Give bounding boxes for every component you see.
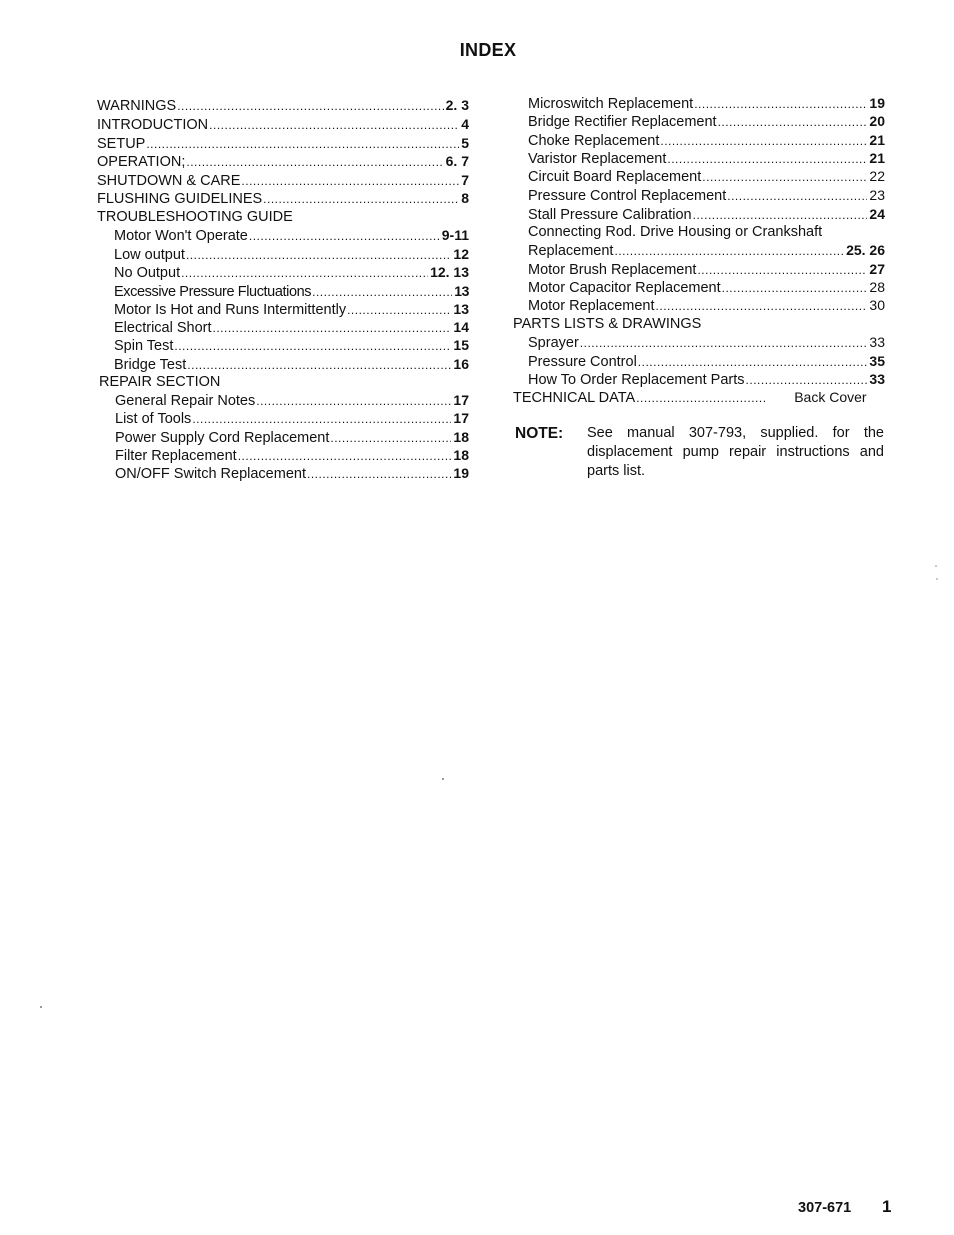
leader-dots <box>312 283 452 301</box>
toc-entry-page: 7 <box>461 172 469 188</box>
leader-dots <box>307 465 451 483</box>
toc-entry-page: 12. 13 <box>430 264 469 280</box>
leader-dots <box>146 135 459 153</box>
toc-entry-pressure-control[interactable] <box>528 352 885 370</box>
leader-dots <box>238 447 452 465</box>
toc-entry-label: Power Supply Cord Replacement <box>115 430 330 446</box>
toc-entry-label: Bridge Test <box>114 357 187 373</box>
leader-dots <box>263 190 459 208</box>
toc-entry-bridge-test[interactable] <box>114 355 469 373</box>
toc-entry-page: 6. 7 <box>445 153 469 169</box>
toc-entry-page: 28 <box>869 279 885 295</box>
toc-entry-page: 19 <box>869 95 885 111</box>
toc-entry-bridge-rectifier[interactable] <box>528 112 885 130</box>
toc-entry-page: 23 <box>869 187 885 203</box>
toc-entry-label: INTRODUCTION <box>97 117 209 133</box>
toc-entry-list-of-tools[interactable] <box>115 409 469 427</box>
leader-dots <box>256 392 451 410</box>
leader-dots <box>667 150 867 168</box>
toc-entry-page: 8 <box>461 190 469 206</box>
toc-entry-spin-test[interactable] <box>114 336 469 354</box>
toc-entry-page: 20 <box>869 113 885 129</box>
toc-entry-page: 25. 26 <box>846 242 885 258</box>
leader-dots <box>746 371 868 389</box>
toc-entry-label: TECHNICAL DATA <box>513 390 636 406</box>
scan-speck <box>40 1006 42 1008</box>
leader-dots <box>174 337 451 355</box>
toc-entry-setup[interactable] <box>97 134 469 152</box>
toc-entry-label: Microswitch Replacement <box>528 96 694 112</box>
toc-entry-stall-pressure[interactable] <box>528 205 885 223</box>
toc-entry-page: 5 <box>461 135 469 151</box>
leader-dots <box>330 429 451 447</box>
toc-entry-filter-replacement[interactable] <box>115 446 469 464</box>
toc-entry-motor-hot[interactable] <box>114 300 469 318</box>
toc-entry-label: Circuit Board Replacement <box>528 169 702 185</box>
toc-entry-label: SETUP <box>97 136 146 152</box>
scan-speck <box>442 778 444 780</box>
note-label: NOTE: <box>515 425 564 442</box>
toc-entry-label: Motor Capacitor Replacement <box>528 280 721 296</box>
toc-entry-flushing-guidelines[interactable] <box>97 189 469 207</box>
scan-speck <box>935 565 937 567</box>
toc-entry-label: SHUTDOWN & CARE <box>97 173 241 189</box>
toc-entry-label: Excessive Pressure Fluctuations <box>114 284 312 300</box>
toc-entry-label: How To Order Replacement Parts <box>528 372 745 388</box>
toc-entry-page: 21 <box>869 150 885 166</box>
leader-dots <box>187 356 451 374</box>
toc-entry-page: 33 <box>869 334 885 350</box>
leader-dots <box>192 410 451 428</box>
toc-entry-excessive-pressure[interactable] <box>114 282 469 300</box>
toc-entry-motor-wont-operate[interactable] <box>114 226 469 244</box>
leader-dots <box>718 113 868 131</box>
toc-entry-label: Replacement <box>528 243 614 259</box>
toc-entry-label: Pressure Control <box>528 354 637 370</box>
toc-entry-label: Sprayer <box>528 335 579 351</box>
toc-entry-sprayer[interactable] <box>528 333 885 351</box>
toc-entry-label: Stall Pressure Calibration <box>528 207 692 223</box>
toc-entry-page: 4 <box>461 116 469 132</box>
leader-dots <box>209 116 459 134</box>
toc-entry-label: Filter Replacement <box>115 448 237 464</box>
toc-entry-page: 19 <box>453 465 469 481</box>
toc-entry-page: 17 <box>453 392 469 408</box>
toc-entry-microswitch[interactable] <box>528 94 885 112</box>
toc-entry-page: 33 <box>869 371 885 387</box>
leader-dots <box>177 97 443 115</box>
toc-entry-technical-data[interactable] <box>513 388 885 406</box>
toc-entry-label: Electrical Short <box>114 320 212 336</box>
toc-entry-choke[interactable] <box>528 131 885 149</box>
toc-entry-motor-replacement[interactable] <box>528 296 885 314</box>
toc-entry-label: OPERATION; <box>97 154 186 170</box>
toc-entry-how-to-order[interactable] <box>528 370 885 388</box>
toc-entry-label: Low output <box>114 247 185 263</box>
toc-entry-label: Motor Is Hot and Runs Intermittently <box>114 302 347 318</box>
toc-entry-page: 12 <box>453 246 469 262</box>
leader-dots <box>727 187 867 205</box>
toc-entry-connecting-rod-replacement[interactable] <box>528 241 885 259</box>
leader-dots <box>186 153 443 171</box>
leader-dots <box>186 246 451 264</box>
toc-entry-low-output[interactable] <box>114 245 469 263</box>
toc-entry-varistor[interactable] <box>528 149 885 167</box>
leader-dots <box>694 95 867 113</box>
section-heading-repair[interactable]: REPAIR SECTION <box>99 374 221 390</box>
toc-entry-page: 14 <box>453 319 469 335</box>
toc-entry-label: List of Tools <box>115 411 192 427</box>
toc-entry-page: 35 <box>869 353 885 369</box>
toc-entry-pressure-control-replacement[interactable] <box>528 186 885 204</box>
scan-speck <box>936 578 938 580</box>
leader-dots <box>638 353 868 371</box>
section-heading-troubleshooting[interactable]: TROUBLESHOOTING GUIDE <box>97 209 293 225</box>
document-number: 307-671 <box>798 1200 852 1216</box>
toc-entry-page: Back Cover <box>794 389 867 405</box>
toc-entry-general-repair-notes[interactable] <box>115 391 469 409</box>
toc-entry-page: 18 <box>453 429 469 445</box>
toc-entry-label: Choke Replacement <box>528 133 660 149</box>
toc-entry-page: 16 <box>453 356 469 372</box>
toc-entry-page: 30 <box>869 297 885 313</box>
toc-entry-warnings[interactable] <box>97 96 469 114</box>
section-heading-parts-lists[interactable]: PARTS LISTS & DRAWINGS <box>513 316 702 332</box>
toc-entry-label: ON/OFF Switch Replacement <box>115 466 306 482</box>
leader-dots <box>580 334 868 352</box>
toc-entry-label: Pressure Control Replacement <box>528 188 727 204</box>
leader-dots <box>656 297 868 315</box>
leader-dots <box>347 301 451 319</box>
toc-entry-page: 15 <box>453 337 469 353</box>
toc-entry-page: 2. 3 <box>445 97 469 113</box>
toc-entry-introduction[interactable] <box>97 115 469 133</box>
leader-dots <box>614 242 844 260</box>
toc-entry-label: WARNINGS <box>97 98 177 114</box>
toc-entry-label: FLUSHING GUIDELINES <box>97 191 263 207</box>
toc-entry-operation[interactable] <box>97 152 469 170</box>
note-text: See manual 307-793, supplied. for the displacement pump repair instructions and parts list. <box>587 425 884 479</box>
toc-entry-label: No Output <box>114 265 181 281</box>
toc-entry-connecting-rod[interactable]: Connecting Rod. Drive Housing or Crankshaft <box>528 224 823 240</box>
leader-dots <box>213 319 452 337</box>
page-title: INDEX <box>459 40 517 60</box>
toc-entry-label: Motor Brush Replacement <box>528 262 697 278</box>
toc-entry-page: 18 <box>453 447 469 463</box>
leader-dots <box>722 279 868 297</box>
leader-dots <box>241 172 459 190</box>
leader-dots <box>702 168 867 186</box>
leader-dots <box>181 264 428 282</box>
leader-dots <box>636 389 766 407</box>
toc-entry-label: General Repair Notes <box>115 393 256 409</box>
leader-dots <box>693 206 868 224</box>
toc-entry-motor-brush[interactable] <box>528 260 885 278</box>
toc-entry-page: 22 <box>869 168 885 184</box>
toc-entry-page: 27 <box>869 261 885 277</box>
toc-entry-electrical-short[interactable] <box>114 318 469 336</box>
toc-entry-label: Spin Test <box>114 338 174 354</box>
toc-entry-page: 13 <box>454 283 469 299</box>
toc-entry-page: 13 <box>453 301 469 317</box>
toc-entry-motor-capacitor[interactable] <box>528 278 885 296</box>
toc-entry-no-output[interactable] <box>114 263 469 281</box>
page-number: 1 <box>882 1197 892 1216</box>
toc-entry-page: 17 <box>453 410 469 426</box>
leader-dots <box>697 261 867 279</box>
toc-entry-label: Motor Replacement <box>528 298 655 314</box>
toc-entry-page: 9-11 <box>441 227 469 243</box>
toc-entry-onoff-switch[interactable] <box>115 464 469 482</box>
toc-entry-circuit-board[interactable] <box>528 167 885 185</box>
toc-entry-power-supply-cord[interactable] <box>115 428 469 446</box>
toc-entry-page: 24 <box>869 206 885 222</box>
toc-entry-page: 21 <box>869 132 885 148</box>
toc-entry-label: Bridge Rectifier Replacement <box>528 114 717 130</box>
leader-dots <box>660 132 867 150</box>
toc-entry-shutdown-care[interactable] <box>97 171 469 189</box>
toc-entry-label: Motor Won't Operate <box>114 228 248 244</box>
leader-dots <box>249 227 440 245</box>
toc-entry-label: Varistor Replacement <box>528 151 667 167</box>
